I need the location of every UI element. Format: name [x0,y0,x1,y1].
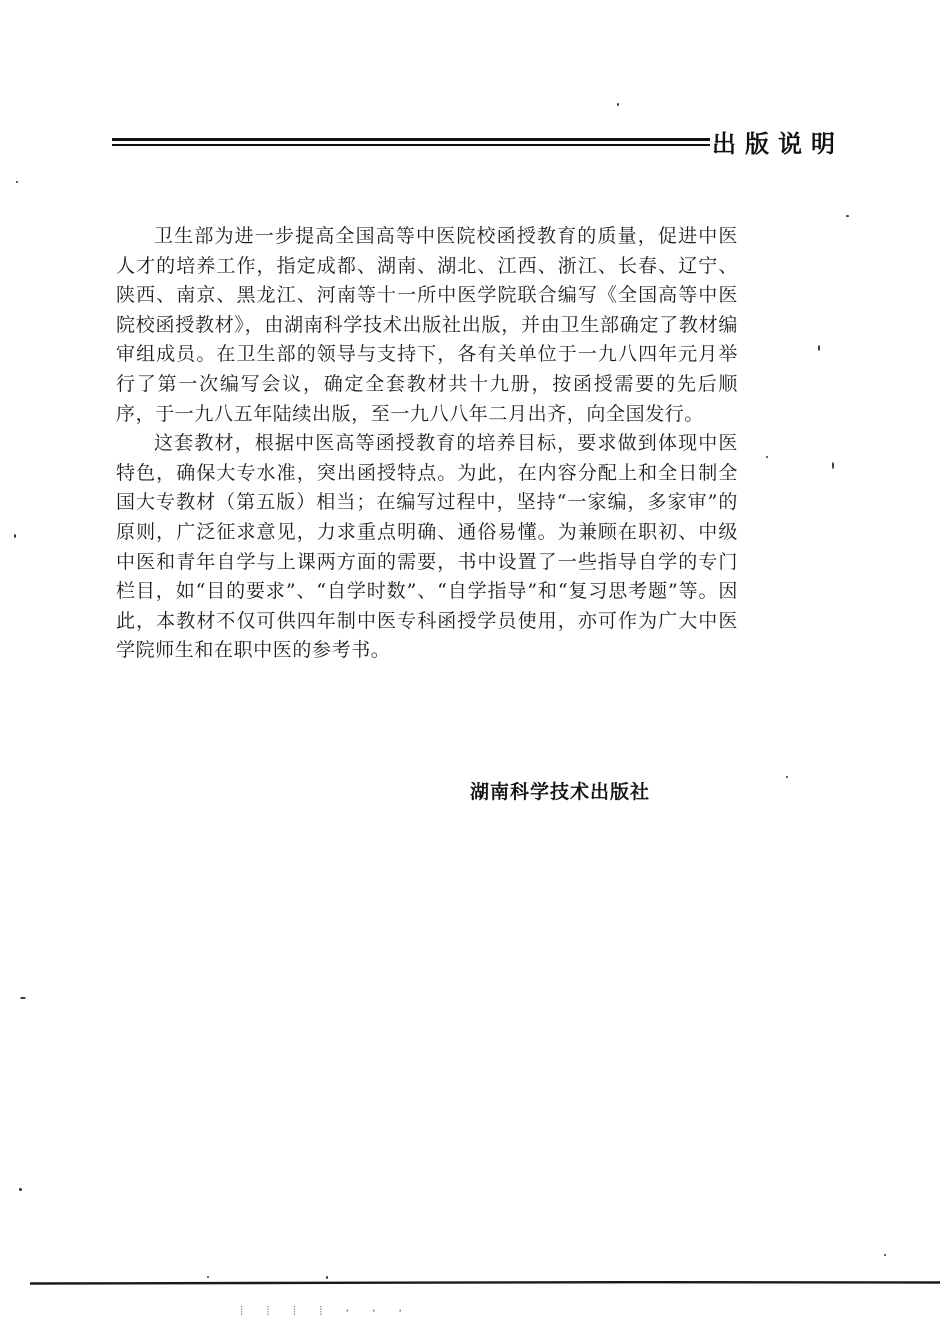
paragraph-1: 卫生部为进一步提高全国高等中医院校函授教育的质量，促进中医人才的培养工作，指定成都、湖南、湖北、江西、浙江、长春、辽宁、陕西、南京、黑龙江、河南等十一所中医学院联合编写《全国高等中医院校函授教材》，由湖南科学技术出版社出版，并由卫生部确定了教材编审组成员。在卫生部的领导与支持下，各有关单位于一九八四年元月举行了第一次编写会议，确定全套教材共十九册，按函授需要的先后顺序，于一九八五年陆续出版，至一九八八年二月出齐，向全国发行。 [116,225,738,425]
scan-speck [884,1254,886,1256]
paragraph-2: 这套教材，根据中医高等函授教育的培养目标，要求做到体现中医特色，确保大专水准，突出函授特点。为此，在内容分配上和全日制全国大专教材（第五版）相当；在编写过程中，坚持“一家编，多家审”的原则，广泛征求意见，力求重点明确、通俗易懂。为兼顾在职初、中级中医和青年自学与上课两方面的需要，书中设置了一些指导自学的专门栏目，如“目的要求”、“自学时数”、“自学指导”和“复习思考题”等。因此，本教材不仅可供四年制中医专科函授学员使用，亦可作为广大中医学院师生和在职中医的参考书。 [116,432,738,662]
publisher-signature: 湖南科学技术出版社 [470,781,651,803]
preface-body [116,222,738,666]
scan-speck [846,215,849,217]
scan-speck [818,345,820,351]
header-double-rule [112,138,710,146]
scan-speck [832,462,834,469]
scan-speck [326,1276,328,1279]
scan-artifact-marks: ⁞ ⁞ ⁞ ⁞ · · · [238,1304,410,1318]
scan-speck [766,456,768,458]
scan-speck [617,103,619,106]
page-title: 出版说明 [712,130,844,158]
scan-speck [19,1188,22,1191]
scan-speck [16,181,18,183]
scan-speck [20,997,26,999]
footer-rule [30,1281,940,1285]
scan-speck [207,1276,209,1278]
scan-speck [14,534,16,538]
scan-speck [786,776,788,778]
